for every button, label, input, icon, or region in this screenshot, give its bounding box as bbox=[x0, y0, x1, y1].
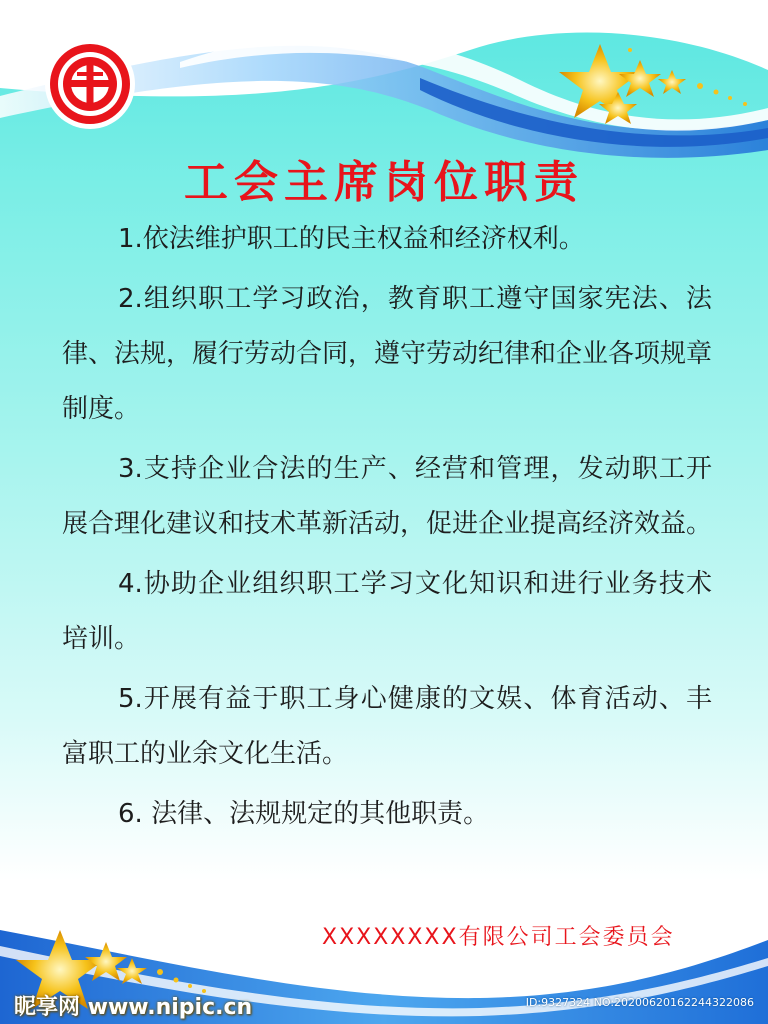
duties-list bbox=[62, 212, 712, 847]
list-item: 5.开展有益于职工身心健康的文娱、体育活动、丰富职工的业余文化生活。 bbox=[62, 684, 712, 769]
image-id: ID:9327324 NO:20200620162244322086 bbox=[525, 996, 754, 1009]
list-item: 1.依法维护职工的民主权益和经济权利。 bbox=[118, 224, 585, 254]
list-item: 2.组织职工学习政治，教育职工遵守国家宪法、法律、法规，履行劳动合同，遵守劳动纪律和企业各项规章制度。 bbox=[62, 284, 713, 424]
star-icon bbox=[658, 70, 686, 94]
trade-union-emblem-icon bbox=[44, 38, 136, 130]
page-title: 工会主席岗位职责 bbox=[184, 157, 584, 208]
list-item: 3.支持企业合法的生产、经营和管理，发动职工开展合理化建议和技术革新活动，促进企业提高经济效益。 bbox=[62, 454, 713, 539]
list-item: 6. 法律、法规规定的其他职责。 bbox=[118, 799, 490, 829]
star-icon bbox=[619, 60, 661, 97]
watermark: 昵享网 www.nipic.cn bbox=[14, 995, 253, 1020]
organization-name: XXXXXXXX有限公司工会委员会 bbox=[322, 925, 675, 950]
list-item: 4.协助企业组织职工学习文化知识和进行业务技术培训。 bbox=[62, 569, 712, 654]
